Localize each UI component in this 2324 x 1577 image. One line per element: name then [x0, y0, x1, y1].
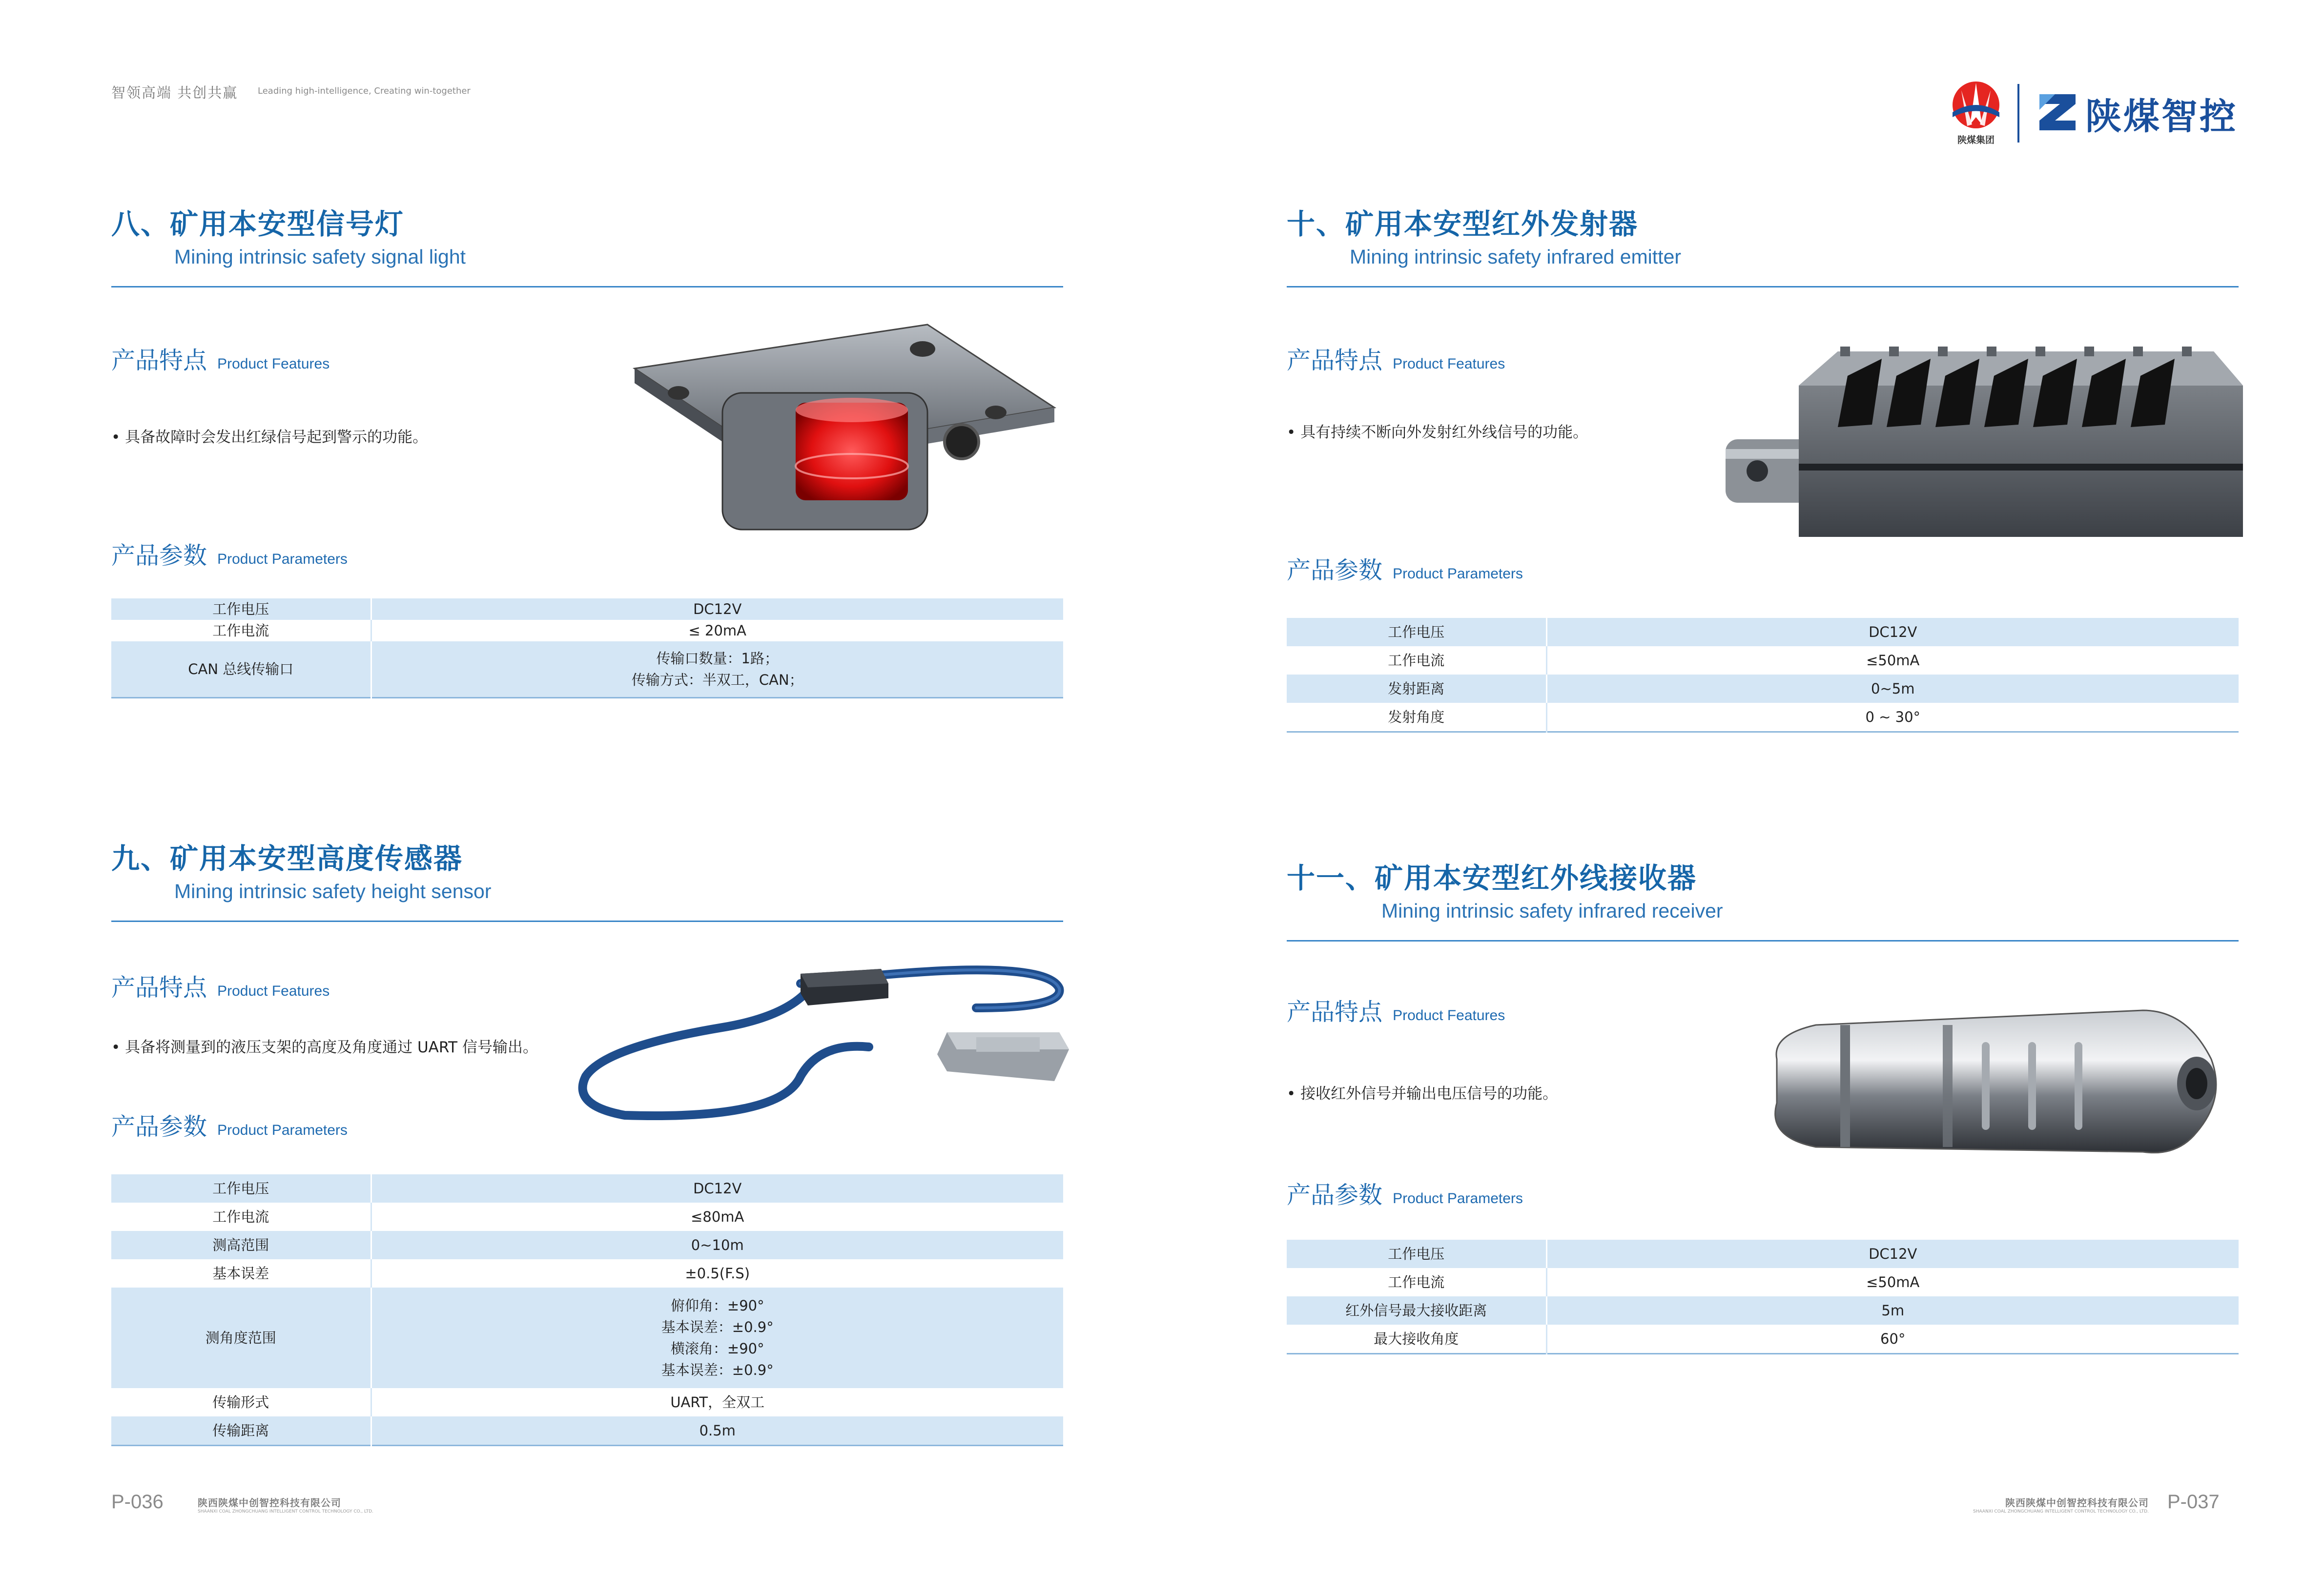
- spec-value: DC12V: [371, 1174, 1063, 1203]
- section-11-features-label: [1287, 993, 1505, 1027]
- spec-key: 工作电流: [1287, 1268, 1546, 1296]
- spec-row: [111, 1416, 1063, 1446]
- section-8-rule: [111, 286, 1063, 287]
- spec-key: CAN 总线传输口: [111, 641, 371, 698]
- params-label-cn: 产品参数: [1287, 1181, 1383, 1209]
- section-11-feature: • 接收红外信号并输出电压信号的功能。: [1287, 1085, 1558, 1103]
- slogan-en: Leading high-intelligence, Creating win-together: [258, 86, 471, 96]
- spec-key: 工作电流: [111, 1203, 371, 1231]
- features-label-en: Product Features: [217, 983, 330, 999]
- spec-row: [1287, 703, 2239, 732]
- spec-key: 工作电压: [1287, 1240, 1546, 1268]
- params-label-cn: 产品参数: [111, 542, 207, 570]
- section-11-params-label: [1287, 1176, 1523, 1210]
- infrared-emitter-image: [1726, 342, 2245, 561]
- company-name-en: SHAANXI COAL ZHONGCHUANG INTELLIGENT CONTROL TECHNOLOGY CO., LTD.: [1973, 1509, 2149, 1514]
- brand-name: 陕煤智控: [2085, 96, 2238, 138]
- spec-row: [111, 1288, 1063, 1388]
- spec-row: [1287, 1268, 2239, 1296]
- spec-key: 发射角度: [1287, 703, 1546, 732]
- params-label-cn: 产品参数: [1287, 556, 1383, 584]
- spec-value: DC12V: [1546, 618, 2239, 646]
- section-9-title: 九、矿用本安型高度传感器: [111, 842, 463, 875]
- spec-value: 0~5m: [1546, 675, 2239, 703]
- spec-value: [371, 641, 1063, 698]
- spec-value: ≤50mA: [1546, 1268, 2239, 1296]
- spec-key: 传输距离: [111, 1416, 371, 1446]
- spec-value: ≤80mA: [371, 1203, 1063, 1231]
- spec-value: 60°: [1546, 1325, 2239, 1354]
- section-9-rule: [111, 921, 1063, 922]
- company-name-cn: 陕西陕煤中创智控科技有限公司: [198, 1497, 341, 1509]
- spec-key: 基本误差: [111, 1259, 371, 1288]
- spec-key: 工作电压: [111, 598, 371, 620]
- group-logo-icon: [1942, 78, 2010, 132]
- spec-key: 测角度范围: [111, 1288, 371, 1388]
- spec-value: DC12V: [1546, 1240, 2239, 1268]
- company-name-en: SHAANXI COAL ZHONGCHUANG INTELLIGENT CONTROL TECHNOLOGY CO., LTD.: [198, 1509, 373, 1514]
- spec-row: [111, 1388, 1063, 1416]
- spec-value: 0 ~ 30°: [1546, 703, 2239, 732]
- spec-row: [111, 1174, 1063, 1203]
- section-8-title: 八、矿用本安型信号灯: [111, 207, 405, 241]
- brand-z-icon: [2036, 90, 2079, 134]
- params-label-en: Product Parameters: [217, 1122, 348, 1138]
- params-label-en: Product Parameters: [1393, 566, 1523, 582]
- spec-key: 工作电流: [1287, 646, 1546, 675]
- section-11-subtitle: Mining intrinsic safety infrared receiver: [1381, 900, 1723, 922]
- spec-key: 测高范围: [111, 1231, 371, 1259]
- spec-value-line: 传输方式：半双工，CAN；: [631, 672, 803, 688]
- spec-row: [1287, 646, 2239, 675]
- spec-value-line: 俯仰角：±90°: [670, 1297, 764, 1314]
- section-8-features-label: [111, 342, 329, 376]
- section-9-params-label: [111, 1108, 348, 1142]
- features-label-cn: 产品特点: [1287, 347, 1383, 374]
- spec-value: UART，全双工: [371, 1388, 1063, 1416]
- spec-row: [111, 1259, 1063, 1288]
- section-8-feature: • 具备故障时会发出红绿信号起到警示的功能。: [111, 429, 428, 446]
- group-logo-caption: 陕煤集团: [1957, 135, 1995, 145]
- right-page-number: P-037: [2167, 1491, 2220, 1513]
- brand-mark: [2036, 90, 2079, 136]
- spec-value: DC12V: [371, 598, 1063, 620]
- spec-value-line: 传输口数量：1路；: [656, 650, 779, 667]
- spec-value: 0.5m: [371, 1416, 1063, 1446]
- section-8-spec-table: [111, 598, 1063, 698]
- features-label-cn: 产品特点: [111, 974, 207, 1002]
- spec-value: ≤ 20mA: [371, 620, 1063, 641]
- spec-row: [1287, 618, 2239, 646]
- spec-key: 工作电流: [111, 620, 371, 641]
- spec-key: 发射距离: [1287, 675, 1546, 703]
- height-sensor-image: [576, 959, 1069, 1130]
- section-10-feature: • 具有持续不断向外发射红外线信号的功能。: [1287, 424, 1588, 441]
- spec-row: [111, 1203, 1063, 1231]
- infrared-receiver-image: [1757, 1005, 2226, 1167]
- section-10-title: 十、矿用本安型红外发射器: [1287, 207, 1639, 241]
- features-label-en: Product Features: [217, 356, 330, 372]
- height-sensor-illustration: [576, 959, 1069, 1130]
- signal-light-illustration: [625, 320, 1064, 554]
- section-9-features-label: [111, 969, 329, 1003]
- section-9-feature: • 具备将测量到的液压支架的高度及角度通过 UART 信号输出。: [111, 1039, 538, 1056]
- params-label-cn: 产品参数: [111, 1113, 207, 1141]
- spec-key: 传输形式: [111, 1388, 371, 1416]
- spec-value-line: 基本误差：±0.9°: [661, 1362, 774, 1378]
- section-10-features-label: [1287, 342, 1505, 376]
- section-11-rule: [1287, 940, 2239, 942]
- features-label-en: Product Features: [1393, 1007, 1505, 1024]
- signal-light-image: [625, 320, 1064, 554]
- section-8-params-label: [111, 537, 348, 571]
- slogan-cn: 智领高端 共创共赢: [111, 84, 238, 101]
- logo-divider: [2017, 84, 2019, 143]
- params-label-en: Product Parameters: [217, 551, 348, 567]
- spec-value: ≤50mA: [1546, 646, 2239, 675]
- section-11-spec-table: [1287, 1240, 2239, 1354]
- spec-row: [111, 620, 1063, 641]
- spec-key: 最大接收角度: [1287, 1325, 1546, 1354]
- infrared-emitter-illustration: [1726, 342, 2245, 561]
- params-label-en: Product Parameters: [1393, 1190, 1523, 1207]
- section-9-spec-table: [111, 1174, 1063, 1446]
- spec-row: [111, 598, 1063, 620]
- spec-value-line: 基本误差：±0.9°: [661, 1319, 774, 1335]
- spec-value-line: 横滚角：±90°: [670, 1340, 764, 1357]
- spec-value: 5m: [1546, 1296, 2239, 1325]
- spec-value: [371, 1288, 1063, 1388]
- spec-key: 工作电压: [1287, 618, 1546, 646]
- spec-row: [1287, 1325, 2239, 1354]
- spec-row: [111, 641, 1063, 698]
- right-company-block: [1968, 1495, 2149, 1514]
- infrared-receiver-illustration: [1757, 1005, 2226, 1167]
- section-10-subtitle: Mining intrinsic safety infrared emitter: [1350, 246, 1682, 268]
- company-name-cn: 陕西陕煤中创智控科技有限公司: [2005, 1497, 2149, 1509]
- spec-row: [1287, 1240, 2239, 1268]
- spec-key: 工作电压: [111, 1174, 371, 1203]
- group-logo: [1942, 78, 2010, 146]
- spec-row: [1287, 1296, 2239, 1325]
- section-10-spec-table: [1287, 618, 2239, 733]
- left-page-number: P-036: [111, 1491, 164, 1513]
- spec-row: [111, 1231, 1063, 1259]
- spec-value: ±0.5(F.S): [371, 1259, 1063, 1288]
- section-9-subtitle: Mining intrinsic safety height sensor: [174, 880, 492, 902]
- section-8-subtitle: Mining intrinsic safety signal light: [174, 246, 466, 268]
- section-11-title: 十一、矿用本安型红外线接收器: [1287, 861, 1697, 895]
- spec-key: 红外信号最大接收距离: [1287, 1296, 1546, 1325]
- features-label-cn: 产品特点: [111, 347, 207, 374]
- section-10-rule: [1287, 286, 2239, 287]
- section-10-params-label: [1287, 552, 1523, 586]
- spec-row: [1287, 675, 2239, 703]
- left-company-block: [198, 1495, 373, 1514]
- features-label-cn: 产品特点: [1287, 998, 1383, 1026]
- features-label-en: Product Features: [1393, 356, 1505, 372]
- spec-value: 0~10m: [371, 1231, 1063, 1259]
